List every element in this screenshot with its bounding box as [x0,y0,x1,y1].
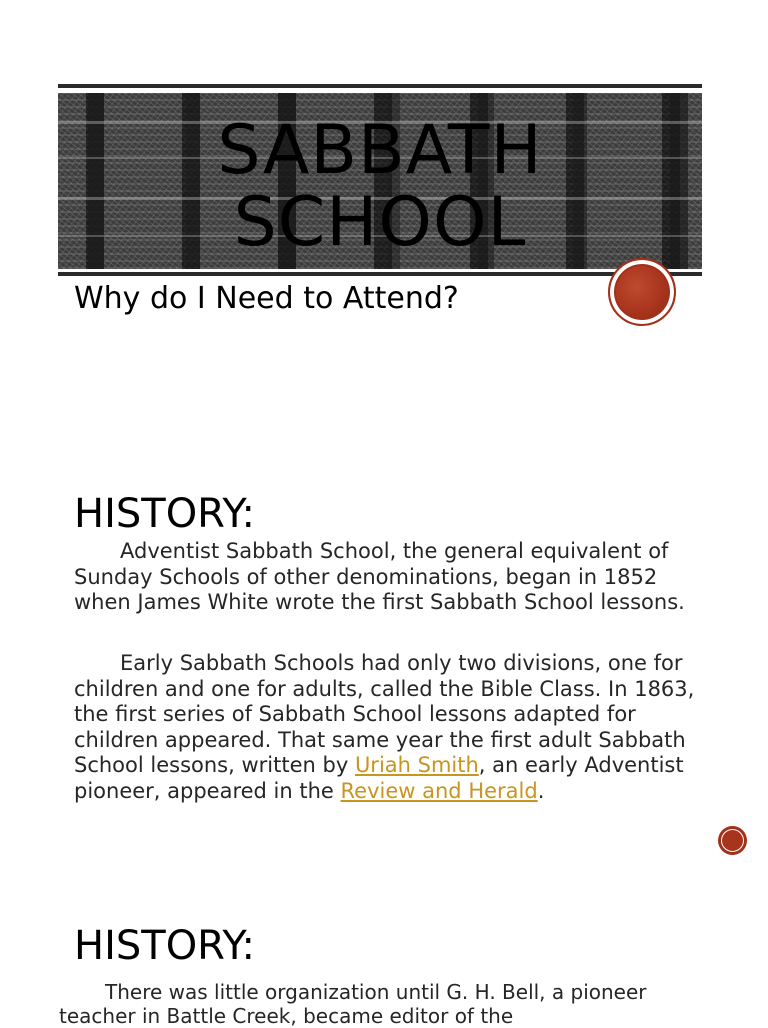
title-line-1: SABBATH [217,111,543,190]
history-paragraph-2-text-a: Early Sabbath Schools had only two divisions, one for children and one for adults, called the Bible Class. In 1863, the first series of Sabbath School lessons adapted for children appeared. That same year the first adult Sabbath School lessons, written by [74,651,695,777]
history-paragraph-2-text-c: . [537,778,545,803]
history-paragraph-1-text: Adventist Sabbath School, the general equivalent of Sunday Schools of other denominations, began in 1852 when James White wrote the first Sabbath School lessons. [74,539,685,614]
history-paragraph-2-text-b: , an early Adventist pioneer, appeared in the [74,753,684,803]
accent-circle-icon [608,258,676,326]
review-and-herald-link[interactable]: Review and Herald [340,778,538,803]
accent-circle-small-icon [718,826,747,855]
banner-bottom-rule [58,272,702,276]
slide-title [58,111,702,262]
history-paragraph-1 [74,539,714,616]
banner-texture-background [58,93,702,269]
uriah-smith-link[interactable]: Uriah Smith [354,753,479,777]
banner-top-rule [58,84,702,88]
title-line-2: SCHOOL [233,183,527,262]
history-2-paragraph-1-text: There was little organization until G. H. Bell, a pioneer teacher in Battle Creek, became editor of the [59,980,647,1028]
history-2-paragraph-1 [59,980,729,1028]
history-heading-2: HISTORY: [74,923,256,969]
title-banner [58,84,702,278]
slide-subtitle: Why do I Need to Attend? [74,281,459,316]
history-heading: HISTORY: [74,491,256,537]
history-paragraph-2 [74,651,714,804]
